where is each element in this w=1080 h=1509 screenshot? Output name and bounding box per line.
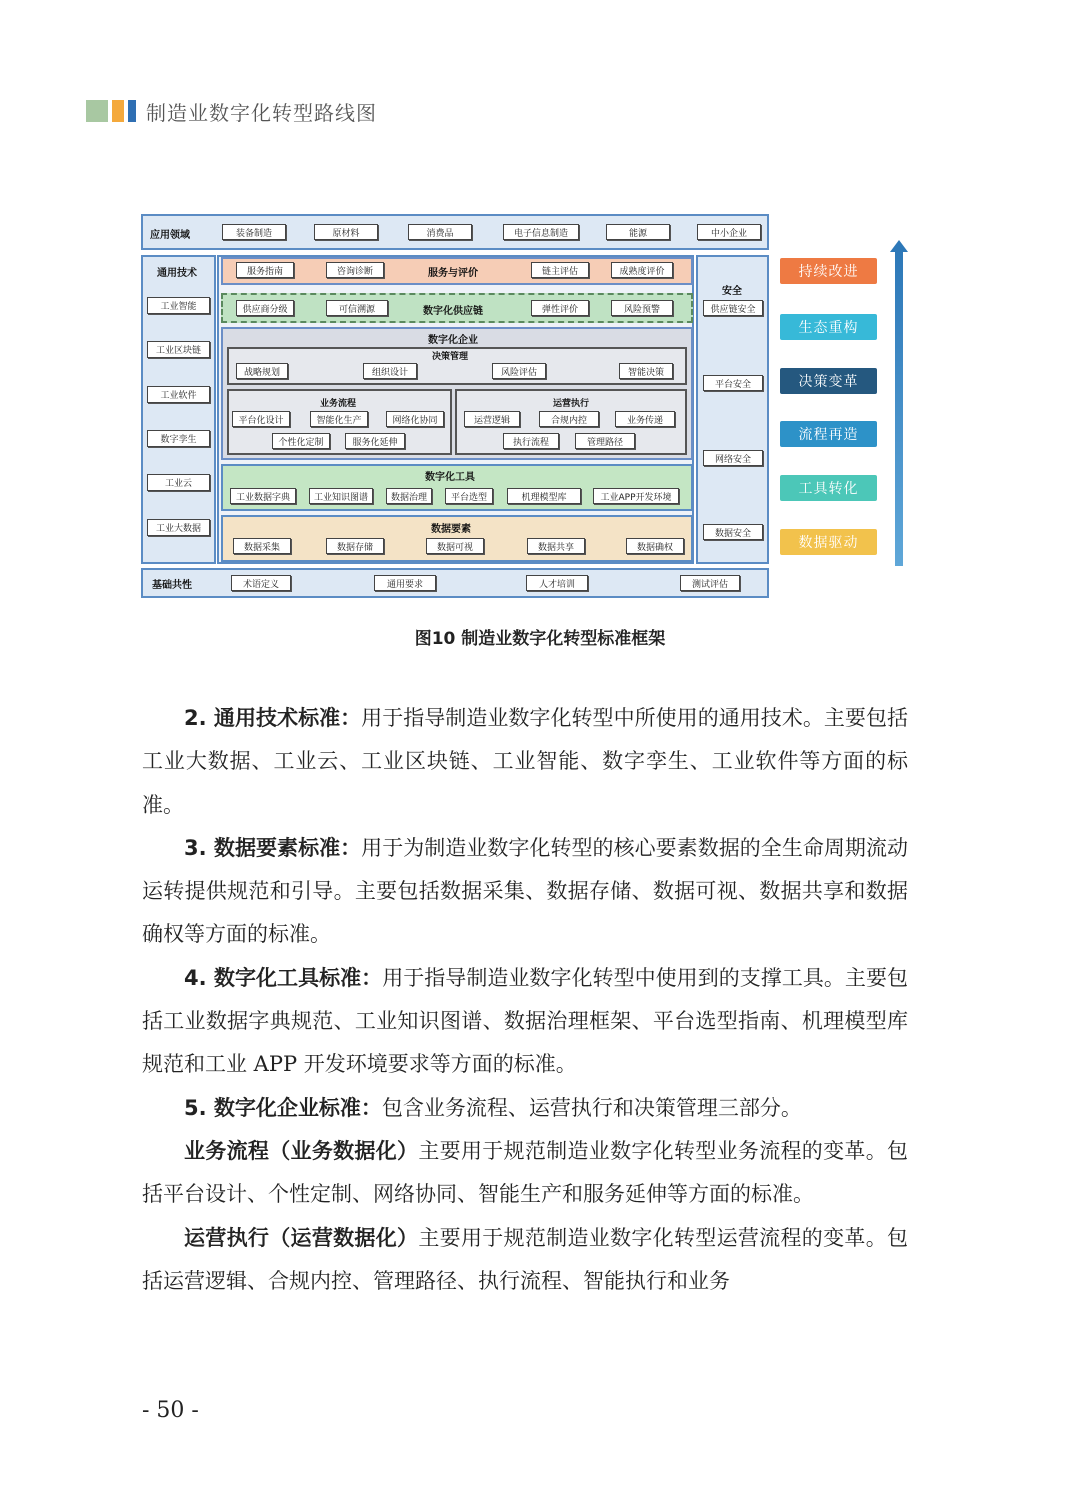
tools-item: 工业数据字典 [230, 488, 296, 504]
security-item: 供应链安全 [703, 300, 763, 316]
paragraph [142, 697, 908, 827]
service-item: 链主评估 [531, 262, 589, 278]
general-tech-title: 通用技术 [157, 268, 197, 279]
decision-item: 组织设计 [363, 363, 417, 379]
application-item: 装备制造 [222, 224, 286, 240]
general-tech-item: 工业云 [147, 474, 210, 491]
supply-item: 供应商分级 [236, 300, 294, 316]
paragraph-heading: 业务流程（业务数据化） [184, 1138, 419, 1163]
operation-item: 执行流程 [503, 433, 559, 449]
process-item: 个性化定制 [272, 433, 330, 449]
paragraph-text: 用于指导制造业数字化转型中所使用的通用技术。主要包括工业大数据、工业云、工业区块链、工业智能、数字孪生、工业软件等方面的标准。 [142, 706, 908, 817]
data-item: 数据可视 [426, 538, 484, 554]
header-title: 制造业数字化转型路线图 [146, 100, 377, 125]
general-tech-item: 数字孪生 [147, 430, 210, 447]
application-title: 应用领域 [150, 230, 190, 241]
tools-item: 数据治理 [386, 488, 432, 504]
stage-pill: 持续改进 [780, 258, 877, 284]
stage-pill: 工具转化 [780, 475, 877, 501]
basic-title: 基础共性 [152, 580, 192, 591]
tools-item: 机理模型库 [507, 488, 581, 504]
service-item: 成熟度评价 [611, 262, 673, 278]
page-number: - 50 - [142, 1398, 199, 1423]
security-item: 数据安全 [703, 524, 763, 540]
paragraph-heading: 4. 数字化工具标准： [184, 965, 383, 990]
data-title: 数据要素 [431, 524, 471, 535]
data-item: 数据采集 [233, 538, 291, 554]
paragraph-text: 主要用于规范制造业数字化转型运营流程的变革。包括运营逻辑、合规内控、管理路径、执行流程、智能执行和业务 [142, 1225, 909, 1293]
body-text [142, 697, 908, 1303]
data-item: 数据确权 [626, 538, 684, 554]
security-item: 平台安全 [703, 375, 763, 391]
paragraph-text: 包含业务流程、运营执行和决策管理三部分。 [381, 1095, 802, 1120]
paragraph-text: 用于为制造业数字化转型的核心要素数据的全生命周期流动运转提供规范和引导。主要包括数据采集、数据存储、数据可视、数据共享和数据确权等方面的标准。 [142, 835, 908, 947]
application-item: 消费品 [408, 224, 472, 240]
general-tech-item: 工业大数据 [147, 519, 210, 536]
basic-item: 术语定义 [231, 575, 291, 591]
process-item: 平台化设计 [232, 411, 290, 427]
application-item: 中小企业 [697, 224, 761, 240]
application-item: 能源 [606, 224, 670, 240]
basic-item: 测试评估 [680, 575, 740, 591]
supply-item: 弹性评价 [531, 300, 589, 316]
operation-item: 管理路径 [575, 433, 635, 449]
paragraph-heading: 3. 数据要素标准： [184, 835, 362, 860]
tools-item: 工业知识图谱 [309, 488, 373, 504]
stage-pill: 流程再造 [780, 421, 877, 447]
decision-item: 战略规划 [236, 363, 288, 379]
general-tech-item: 工业软件 [147, 386, 210, 403]
supply-title: 数字化供应链 [423, 306, 483, 317]
data-item: 数据存储 [326, 538, 384, 554]
application-item: 电子信息制造 [503, 224, 579, 240]
up-arrow-icon [890, 240, 908, 566]
paragraph [142, 1217, 908, 1304]
paragraph [142, 827, 908, 957]
tools-title: 数字化工具 [425, 472, 475, 483]
paragraph-heading: 2. 通用技术标准： [184, 706, 362, 730]
process-title: 业务流程 [320, 399, 357, 409]
paragraph [142, 1087, 908, 1130]
basic-item: 通用要求 [374, 575, 436, 591]
operation-title: 运营执行 [553, 399, 590, 409]
enterprise-title: 数字化企业 [428, 335, 478, 346]
paragraph-text: 主要用于规范制造业数字化转型业务流程的变革。包括平台设计、个性定制、网络协同、智能生产和服务延伸等方面的标准。 [142, 1138, 909, 1207]
paragraph-heading: 5. 数字化企业标准： [184, 1095, 382, 1120]
operation-item: 合规内控 [539, 411, 599, 427]
process-item: 智能化生产 [310, 411, 368, 427]
stage-pill: 数据驱动 [780, 529, 877, 555]
decision-item: 智能决策 [619, 363, 673, 379]
paragraph [142, 1130, 908, 1217]
application-item: 原材料 [314, 224, 378, 240]
process-item: 服务化延伸 [345, 433, 405, 449]
stage-pill: 决策变革 [780, 368, 877, 394]
service-title: 服务与评价 [428, 268, 478, 279]
decision-title: 决策管理 [432, 352, 469, 362]
supply-item: 风险预警 [611, 300, 673, 316]
stage-pill: 生态重构 [780, 314, 877, 340]
security-title: 安全 [722, 286, 742, 297]
service-item: 咨询诊断 [326, 262, 384, 278]
paragraph-text: 用于指导制造业数字化转型中使用到的支撑工具。主要包括工业数据字典规范、工业知识图谱、数据治理框架、平台选型指南、机理模型库规范和工业 APP 开发环境要求等方面的标准。 [142, 965, 908, 1077]
supply-item: 可信溯源 [326, 300, 388, 316]
figure-caption: 图10 制造业数字化转型标准框架 [414, 629, 666, 649]
paragraph [142, 957, 908, 1087]
tools-item: 平台选型 [445, 488, 493, 504]
operation-item: 业务传递 [615, 411, 675, 427]
general-tech-item: 工业区块链 [147, 341, 210, 358]
paragraph-heading: 运营执行（运营数据化） [184, 1225, 419, 1250]
basic-item: 人才培训 [526, 575, 588, 591]
framework-diagram [0, 0, 1080, 620]
data-item: 数据共享 [527, 538, 585, 554]
general-tech-item: 工业智能 [147, 297, 210, 314]
decision-item: 风险评估 [492, 363, 546, 379]
process-item: 网络化协同 [386, 411, 444, 427]
operation-item: 运营逻辑 [464, 411, 520, 427]
security-item: 网络安全 [703, 450, 763, 466]
service-item: 服务指南 [236, 262, 294, 278]
tools-item: 工业APP开发环境 [593, 488, 679, 504]
